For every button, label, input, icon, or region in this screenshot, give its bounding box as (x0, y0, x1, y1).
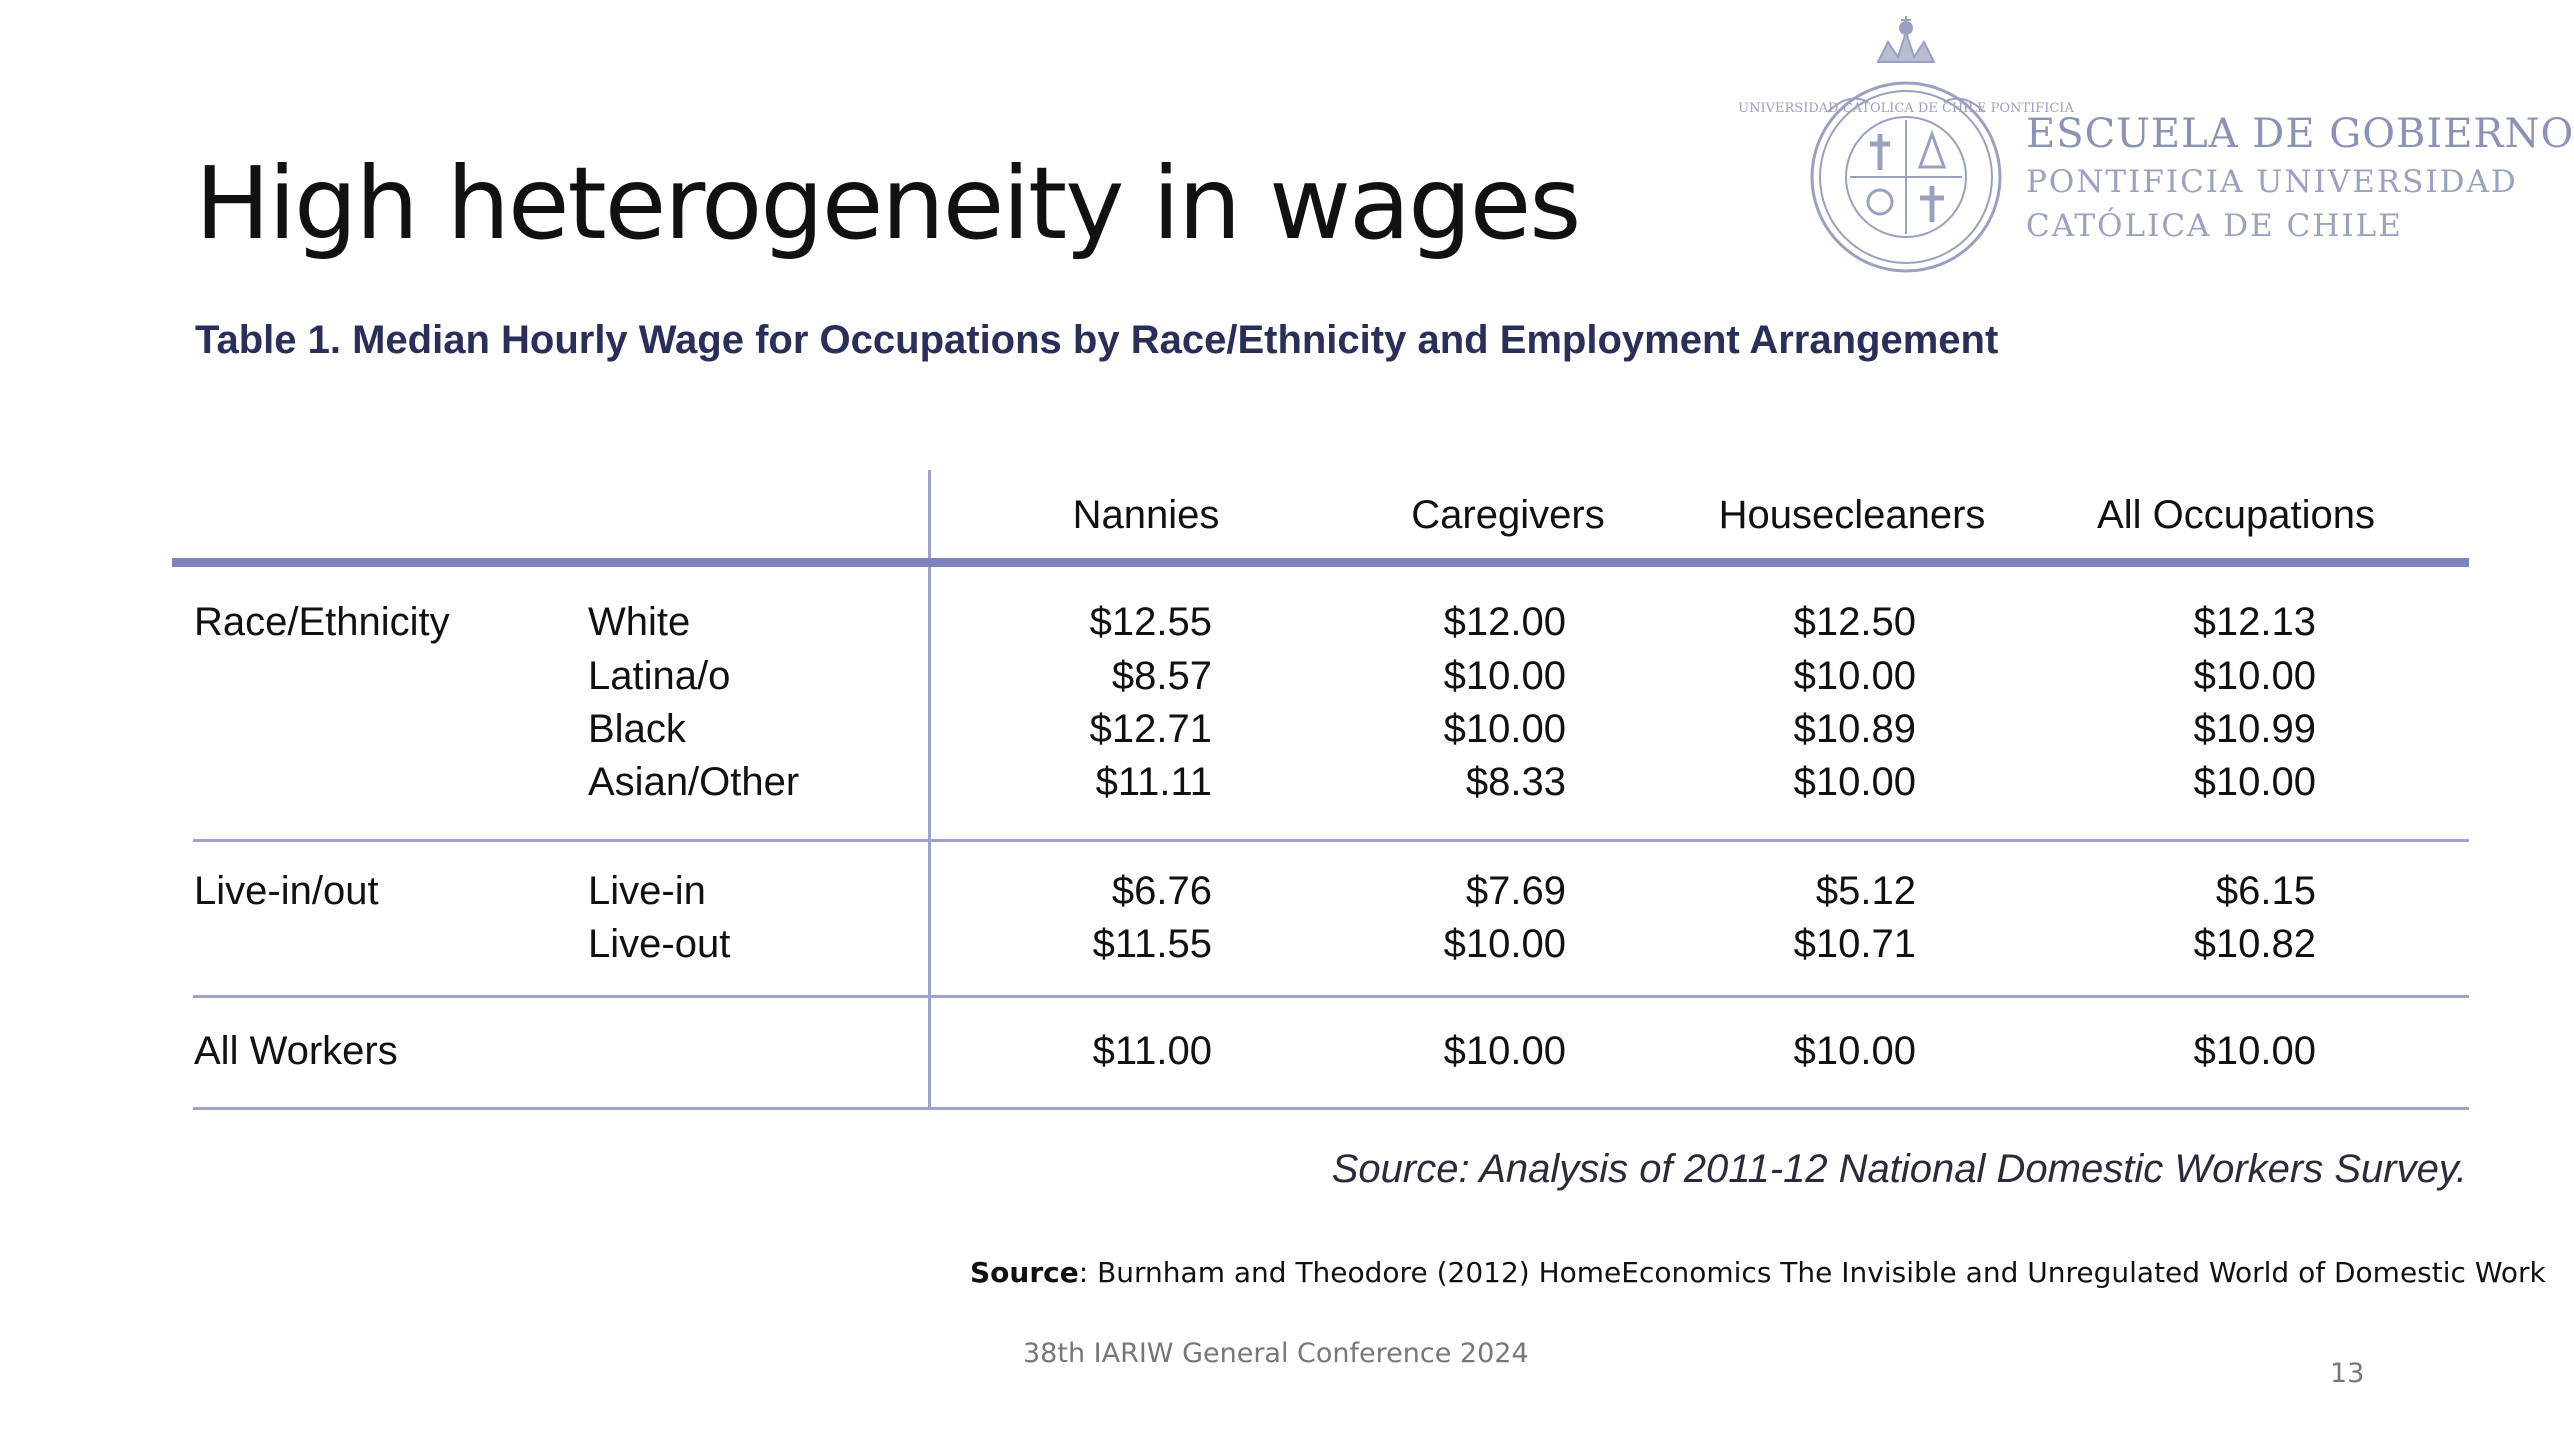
table-cell: $10.00 (1793, 654, 1916, 698)
table-cell: $12.13 (2193, 600, 2316, 644)
table-cell: $10.00 (1443, 654, 1566, 698)
source-note-label: Source (970, 1256, 1079, 1289)
table-cell: $10.00 (2193, 1029, 2316, 1073)
table-cell: $6.15 (2215, 869, 2316, 913)
table-cell: $10.00 (2193, 654, 2316, 698)
table-cell: $10.00 (2193, 760, 2316, 804)
table-group-rule-1 (193, 839, 2469, 842)
table-cell: $10.00 (1793, 760, 1916, 804)
row-label-live-in: Live-in (588, 869, 706, 913)
group-label-race-ethnicity: Race/Ethnicity (194, 600, 450, 644)
slide-title: High heterogeneity in wages (195, 145, 1580, 262)
logo-line-3: CATÓLICA DE CHILE (2026, 208, 2403, 244)
table-cell: $10.89 (1793, 707, 1916, 751)
slide-footer: 38th IARIW General Conference 2024 (1023, 1338, 1529, 1369)
table-cell: $10.00 (1443, 1029, 1566, 1073)
page-number: 13 (2330, 1358, 2365, 1389)
table-cell: $11.11 (1095, 760, 1212, 804)
table-cell: $10.99 (2193, 707, 2316, 751)
group-label-all-workers: All Workers (194, 1029, 398, 1073)
table-cell: $10.71 (1793, 922, 1916, 966)
table-cell: $11.55 (1092, 922, 1212, 966)
table-cell: $11.00 (1092, 1029, 1212, 1073)
table-cell: $12.55 (1089, 600, 1212, 644)
table-cell: $7.69 (1465, 869, 1566, 913)
school-logo-text (2026, 108, 2574, 248)
table-caption: Table 1. Median Hourly Wage for Occupations by Race/Ethnicity and Employment Arrangement (195, 318, 1999, 362)
row-label-asian-other: Asian/Other (588, 760, 800, 804)
table-cell: $12.50 (1793, 600, 1916, 644)
row-label-live-out: Live-out (588, 922, 731, 966)
university-seal-icon (1738, 12, 2074, 278)
table-cell: $8.33 (1465, 760, 1566, 804)
table-cell: $10.00 (1793, 1029, 1916, 1073)
logo-line-1: ESCUELA DE GOBIERNO (2026, 111, 2574, 157)
table-cell: $10.82 (2193, 922, 2316, 966)
row-label-black: Black (588, 707, 686, 751)
table-cell: $5.12 (1815, 869, 1916, 913)
column-header-all-occupations: All Occupations (2097, 493, 2375, 537)
column-header-caregivers: Caregivers (1411, 493, 1605, 537)
column-header-nannies: Nannies (1072, 493, 1220, 537)
table-cell: $12.71 (1089, 707, 1212, 751)
slide-source-note (970, 1256, 2546, 1289)
table-header-rule (172, 558, 2469, 567)
column-header-housecleaners: Housecleaners (1718, 493, 1986, 537)
source-note-text: : Burnham and Theodore (2012) HomeEconomics The Invisible and Unregulated World of Domestic Work (1078, 1256, 2546, 1289)
table-cell: $8.57 (1111, 654, 1212, 698)
table-bottom-rule (193, 1107, 2469, 1110)
seal-text: UNIVERSIDAD CATOLICA DE CHILE PONTIFICIA (1738, 101, 2074, 116)
table-cell: $10.00 (1443, 707, 1566, 751)
row-label-latina-o: Latina/o (588, 654, 731, 698)
logo-line-2: PONTIFICIA UNIVERSIDAD (2026, 164, 2518, 200)
table-group-rule-2 (193, 995, 2469, 998)
table-cell: $10.00 (1443, 922, 1566, 966)
table-cell: $12.00 (1443, 600, 1566, 644)
row-label-white: White (588, 600, 691, 644)
table-source-note: Source: Analysis of 2011-12 National Domestic Workers Survey. (1331, 1147, 2467, 1191)
table-cell: $6.76 (1111, 869, 1212, 913)
group-label-live-in-out: Live-in/out (194, 869, 379, 913)
